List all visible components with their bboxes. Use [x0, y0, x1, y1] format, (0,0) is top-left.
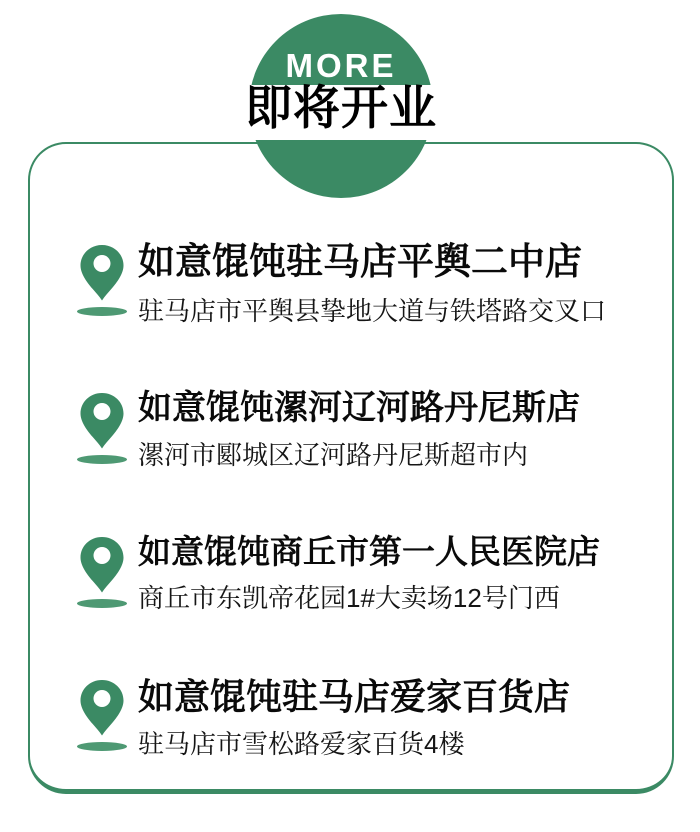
store-name: 如意馄饨驻马店爱家百货店 [138, 675, 571, 717]
store-address: 商丘市东凯帝花园1#大卖场12号门西 [138, 582, 560, 613]
store-item [76, 533, 646, 615]
more-label: MORE [285, 47, 397, 84]
location-pin-icon [79, 244, 125, 302]
store-item [76, 389, 646, 472]
store-list [76, 241, 646, 822]
store-text [138, 533, 600, 615]
location-pin-icon [79, 679, 125, 737]
pin-column [76, 533, 128, 608]
pin-shadow [77, 599, 127, 608]
opening-soon-heading: 即将开业 [245, 81, 437, 134]
store-name: 如意馄饨驻马店平舆二中店 [138, 241, 582, 282]
store-text [138, 676, 570, 761]
pin-column [76, 241, 128, 316]
store-item [76, 241, 646, 328]
store-item [76, 676, 646, 761]
location-pin-icon [79, 392, 125, 450]
store-address: 漯河市郾城区辽河路丹尼斯超市内 [138, 439, 529, 470]
store-name: 如意馄饨漯河辽河路丹尼斯店 [138, 388, 580, 427]
location-pin-icon [79, 536, 125, 594]
pin-column [76, 389, 128, 464]
pin-shadow [77, 455, 127, 464]
store-address: 驻马店市雪松路爱家百货4楼 [138, 728, 465, 759]
pin-shadow [77, 742, 127, 751]
store-text [138, 241, 606, 328]
store-text [138, 389, 580, 472]
store-name: 如意馄饨商丘市第一人民医院店 [138, 532, 600, 570]
store-address: 驻马店市平舆县挚地大道与铁塔路交叉口 [138, 295, 607, 326]
pin-shadow [77, 307, 127, 316]
pin-column [76, 676, 128, 751]
